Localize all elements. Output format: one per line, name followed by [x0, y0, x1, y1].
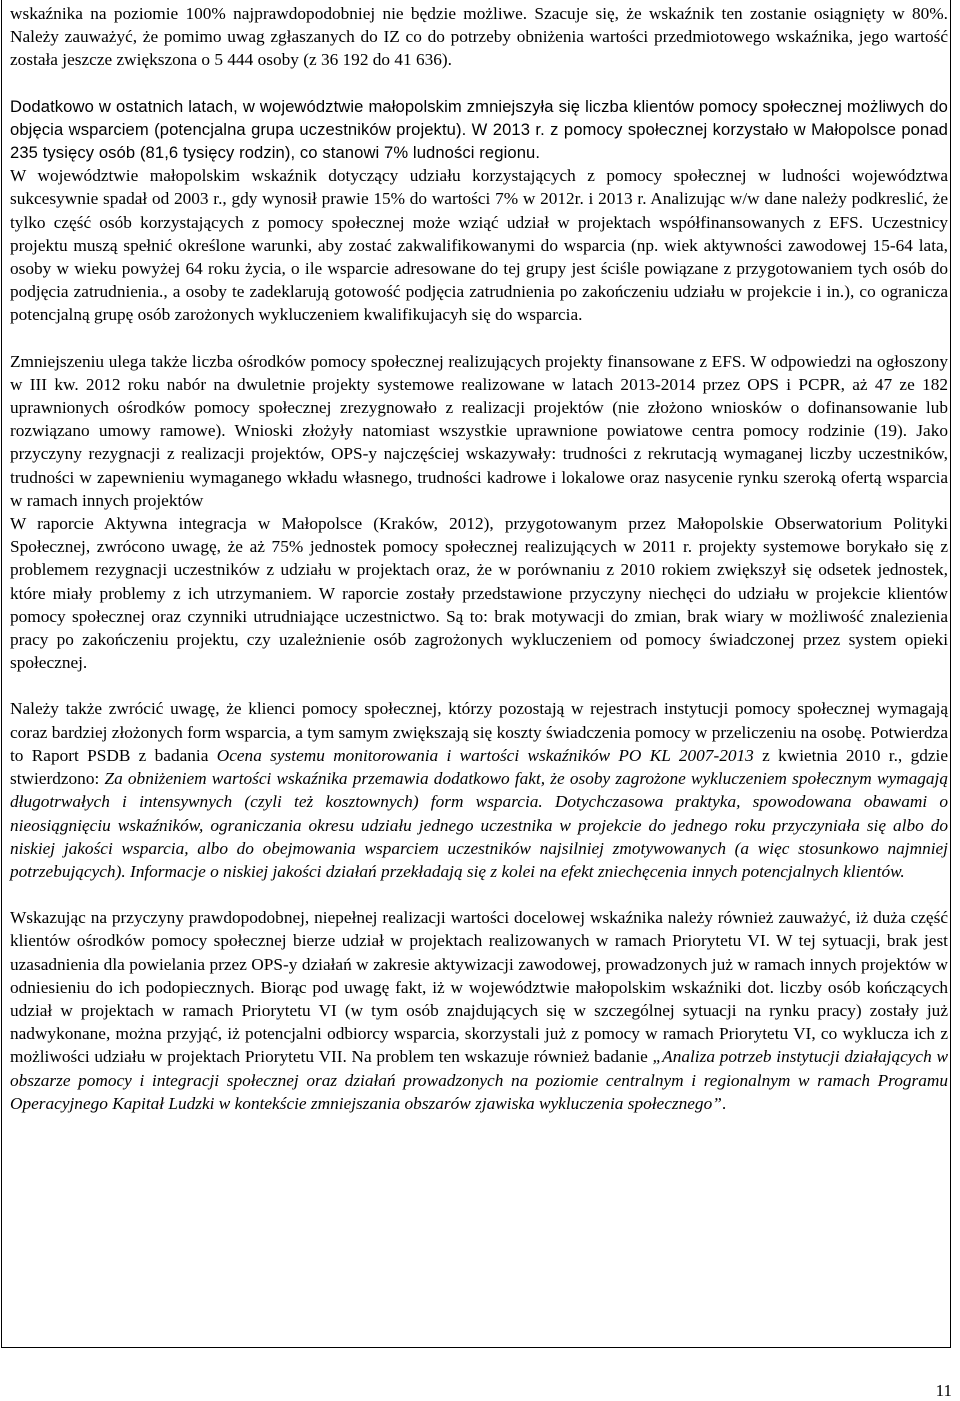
paragraph-5-lead: Należy także zwrócić uwagę, że klienci pomocy społecznej, którzy pozostają w rejestrach instytucji pomocy społecznej wymagają coraz bardziej złożonych form wsparcia, a tym samym zwiększają się koszty świadczenia pomocy w przeliczeniu na osobę. Potwierdza to Raport PSDB z badania	[10, 699, 948, 765]
report-quote: Za obniżeniem wartości wskaźnika przemawia dodatkowo fakt, że osoby zagrożone wykluczeniem społecznym wymagają długotrwałych i intensywnych (czyli też kosztownych) form wsparcia. Dotychczasowa praktyka, spowodowana obawami o nieosiągnięciu wskaźników, ograniczania okresu udziału jednego uczestnika w projekcie do jednego roku przyczyniała się albo do niskiej jakości wsparcia, albo do obejmowania wsparciem uczestników najsilniej zmotywowanych (a więc stosunkowo najmniej potrzebujących). Informacje o niskiej jakości działań przekładają się z kolei na efekt zniechęcenia innych potencjalnych klientów.	[10, 769, 948, 881]
paragraph-2	[10, 95, 948, 327]
document-body	[10, 2, 948, 1115]
paragraph-1	[10, 2, 948, 72]
study-title: „Analiza potrzeb instytucji działających w obszarze pomocy i integracji społecznej oraz działań prowadzonych na poziomie centralnym i regionalnym w ramach Programu Operacyjnego Kapitał Ludzki w kontekście zmniejszania obszarów zjawiska wykluczenia społecznego”	[10, 1047, 949, 1113]
paragraph-6-text	[10, 906, 948, 1115]
paragraph-2-text: W województwie małopolskim wskaźnik dotyczący udziału korzystających z pomocy społecznej w ludności województwa sukcesywnie spadał od 2003 r., gdy wynosił prawie 15% do wartości 7% w 2012r. i 2013 r. Analizując w/w dane należy podkreslić, że tylko część osób korzystających z pomocy społecznej może wziąć udział w projektach współfinansowanych z EFS. Uczestnicy projektu muszą spełnić określone warunki, aby zostać zakwalifikowanymi do wsparcia (np. wiek aktywności zawodowej 15-64 lata, osoby w wieku powyżej 64 roku życia, o ile wsparcie adresowane do tej grupy jest ściśle powiązane z przygotowaniem tych osób do podjęcia zatrudnienia., a osoby te zadeklarują gotowość podjęcia zatrudnienia po zakończeniu udziału w projekcie i in.), co ogranicza potencjalną grupę osób zarożonych wykluczeniem kwalifikujacyh się do wsparcia.	[10, 166, 948, 325]
paragraph-3-text: Zmniejszeniu ulega także liczba ośrodków pomocy społecznej realizujących projekty finansowane z EFS. W odpowiedzi na ogłoszony w III kw. 2012 roku nabór na dwuletnie projekty systemowe realizowane w latach 2013-2014 przez OPS i PCPR, aż 47 ze 182 uprawnionych ośrodków pomocy społecznej zrezygnowało z realizacji projektów (nie złożono wniosków o dofinansowanie lub rozwiązano umowy ramowe). Wnioski złożyły natomiast wszystkie uprawnione powiatowe centra pomocy rodzinie (19). Jako przyczyny rezygnacji z realizacji projektów, OPS-y najczęściej wskazywały: trudności z rekrutacją wymaganej liczby uczestników, trudności w zapewnieniu wymaganego wkładu własnego, trudności kadrowe i lokalowe oraz nasycenie rynku szeroką ofertą wsparcia w ramach innych projektów	[10, 351, 948, 510]
paragraph-5-middle: z kwietnia 2010 r., gdzie stwierdzono:	[10, 745, 948, 789]
page-number: 11	[935, 1381, 952, 1400]
paragraph-4-text: W raporcie Aktywna integracja w Małopolsce (Kraków, 2012), przygotowanym przez Małopolskie Obserwatorium Polityki Społecznej, zwrócono uwagę, że aż 75% jednostek pomocy społecznej realizujących w 2011 r. projekty systemowe borykało się z problemem rezygnacji uczestników z udziału w projektach oraz, że w porównaniu z 2010 rokiem zwiększył się odsetek jednostek, które miały problemy z ich utrzymaniem. W raporcie zostały przedstawione przyczyny niechęci do udziału w projekcie klientów pomocy społecznej oraz czynniki utrudniające uczestnictwo. Są to: brak motywacji do zmian, brak wiary w możliwość znalezienia pracy po zakończeniu projektu, czy uzależnienie osób zagrożonych wykluczeniem od pomocy świadczonej przez system opieki społecznej.	[10, 514, 948, 673]
paragraph-3	[10, 350, 948, 675]
paragraph-1-text: wskaźnika na poziomie 100% najprawdopodobniej nie będzie możliwe. Szacuje się, że wskaźnik ten zostanie osiągnięty w 80%. Należy zauważyć, że pomimo uwag zgłaszanych do IZ co do potrzeby obniżenia wartości przedmiotowego wskaźnika, jego wartość została jeszcze zwiększona o 5 444 osoby (z 36 192 do 41 636).	[10, 4, 948, 70]
paragraph-5-text	[10, 697, 948, 883]
paragraph-6	[10, 906, 948, 1115]
paragraph-5	[10, 697, 948, 883]
paragraph-6-lead: Wskazując na przyczyny prawdopodobnej, niepełnej realizacji wartości docelowej wskaźnika należy również zauważyć, iż duża część klientów ośrodków pomocy społecznej bierze udział w projektach realizowanych w ramach Priorytetu VI. W tej sytuacji, brak jest uzasadnienia dla powielania przez OPS-y działań w zakresie aktywizacji zawodowej, prowadzonych już w ramach innych projektów w odniesieniu do ich podopiecznych. Biorąc pod uwagę fakt, iż w województwie małopolskim wskaźniki dot. liczby osób kończących udział w projektach w ramach Priorytetu VI (w tym osób znajdujących się w szczególnej sytuacji na rynku pracy) zostały już nadwykonane, można przyjąć, iż potencjalni odbiorcy wsparcia, skorzystali już z pomocy w ramach Priorytetu VI, co wyklucza ich z możliwości udziału w projektach Priorytetu VII. Na problem ten wskazuje również badanie	[10, 908, 948, 1067]
paragraph-6-end: .	[721, 1093, 727, 1113]
paragraph-2-intro-text: Dodatkowo w ostatnich latach, w województwie małopolskim zmniejszyła się liczba klientów pomocy społecznej możliwych do objęcia wsparciem (potencjalna grupa uczestników projektu). W 2013 r. z pomocy społecznej korzystało w Małopolsce ponad 235 tysięcy osób (81,6 tysięcy rodzin), co stanowi 7% ludności regionu.	[10, 96, 948, 163]
report-title: Ocena systemu monitorowania i wartości wskaźników PO KL 2007-2013	[216, 745, 754, 765]
